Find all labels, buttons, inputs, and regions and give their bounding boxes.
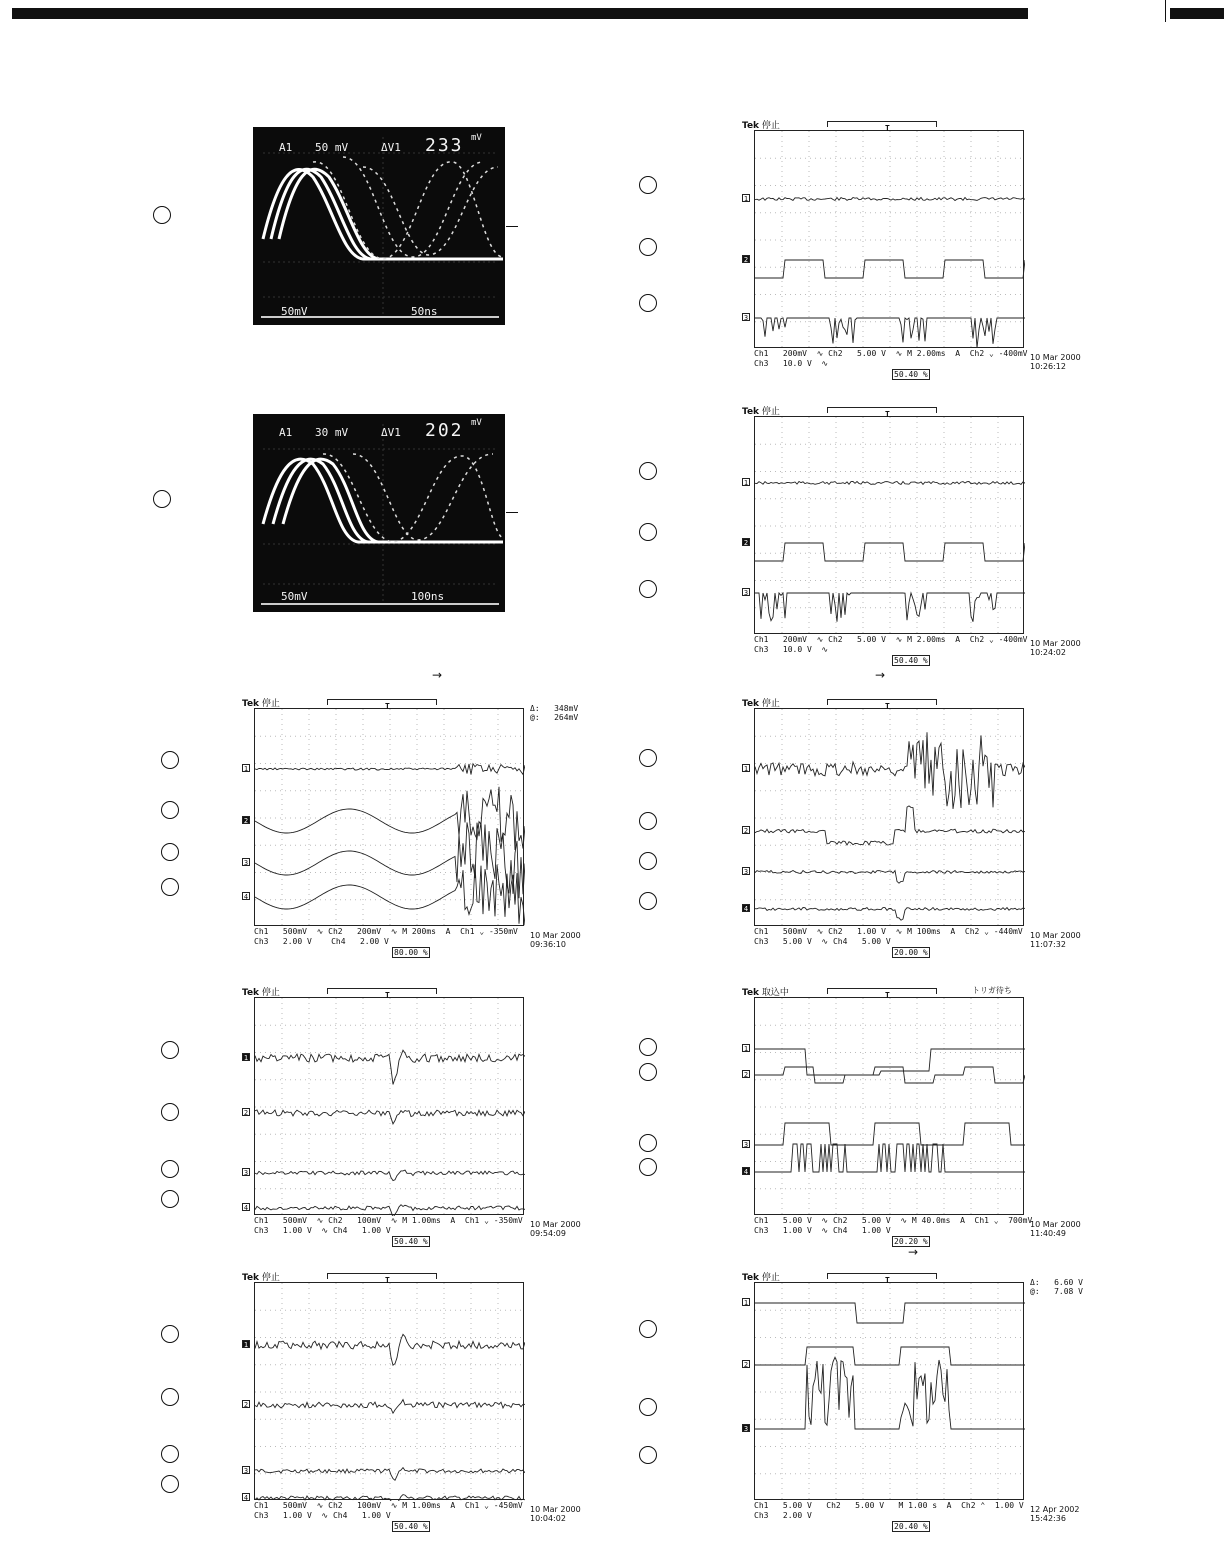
timestamp bbox=[1030, 1220, 1081, 1238]
channel-marker: 3 bbox=[743, 589, 749, 597]
record-bar bbox=[327, 1273, 437, 1279]
graticule bbox=[754, 708, 1024, 926]
channel-marker: 4 bbox=[243, 1494, 249, 1502]
brand-label: Tek bbox=[742, 699, 760, 709]
oscilloscope-screenshot bbox=[742, 404, 1081, 688]
trigger-position: 50.40 % bbox=[894, 656, 928, 665]
date-text: 10 Mar 2000 bbox=[530, 1505, 581, 1514]
channel-marker: 3 bbox=[743, 314, 749, 322]
timestamp bbox=[1030, 639, 1081, 657]
status-label: 停止 bbox=[259, 988, 280, 998]
settings-readout: Ch1 500mV ∿ Ch2 100mV ∿ M 1.00ms A Ch1 ⌄ -450mV bbox=[254, 1501, 523, 1510]
settings-readout: Ch1 200mV ∿ Ch2 5.00 V ∿ M 2.00ms A Ch2 ⌄ -400mV bbox=[754, 349, 1028, 358]
graticule bbox=[754, 997, 1024, 1215]
trigger-position: 80.00 % bbox=[394, 948, 428, 957]
waveform-photo-2 bbox=[253, 414, 505, 612]
callout-circle bbox=[161, 878, 179, 896]
brand-label: Tek bbox=[242, 699, 260, 709]
channel-marker: 4 bbox=[743, 1168, 749, 1176]
channel-trace bbox=[755, 1067, 1025, 1083]
channel-trace bbox=[755, 198, 1025, 201]
channel-marker: 4 bbox=[743, 905, 749, 913]
cursor-readout bbox=[1030, 1278, 1083, 1296]
time-text: 09:54:09 bbox=[530, 1229, 566, 1238]
status-label: 停止 bbox=[759, 1273, 780, 1283]
callout-circle bbox=[153, 206, 171, 224]
callout-circle bbox=[161, 1103, 179, 1121]
status-label: 取込中 bbox=[759, 988, 789, 998]
channel-marker: 2 bbox=[743, 1361, 749, 1369]
eye-pattern bbox=[253, 414, 505, 612]
channel-marker: 1 bbox=[243, 765, 249, 773]
channel-trace bbox=[255, 1170, 525, 1181]
callout-circle bbox=[161, 843, 179, 861]
trigger-position: 20.40 % bbox=[894, 1522, 928, 1531]
delta-unit: mV bbox=[471, 418, 482, 428]
time-scale: 100ns bbox=[411, 590, 445, 603]
channel-marker: 2 bbox=[743, 1071, 749, 1079]
waveform-display bbox=[755, 131, 1025, 349]
callout-circle bbox=[639, 1158, 657, 1176]
timestamp bbox=[530, 1505, 581, 1523]
settings-readout: Ch3 2.00 V bbox=[754, 1511, 812, 1520]
trigger-marker: T bbox=[885, 991, 890, 1000]
waveform-display bbox=[255, 1283, 525, 1501]
callout-circle bbox=[639, 892, 657, 910]
trigger-status: トリガ待ち bbox=[972, 986, 1012, 995]
trigger-position: 50.40 % bbox=[394, 1522, 428, 1531]
callout-circle bbox=[639, 1063, 657, 1081]
record-bar bbox=[827, 988, 937, 994]
callout-circle bbox=[639, 523, 657, 541]
callout-circle bbox=[639, 294, 657, 312]
callout-circle bbox=[161, 1445, 179, 1463]
oscilloscope-screenshot bbox=[242, 1270, 581, 1554]
delta-value: Δ: 348mV bbox=[530, 704, 579, 713]
graticule bbox=[254, 997, 524, 1215]
callout-circle bbox=[161, 1041, 179, 1059]
timestamp bbox=[1030, 353, 1081, 371]
channel-marker: 1 bbox=[743, 479, 749, 487]
channel-marker: 4 bbox=[243, 893, 249, 901]
pointer-line bbox=[506, 226, 518, 227]
settings-readout: Ch3 10.0 V ∿ bbox=[754, 359, 829, 368]
status-label: 停止 bbox=[259, 1273, 280, 1283]
timestamp bbox=[1030, 931, 1081, 949]
callout-circle bbox=[639, 176, 657, 194]
channel-scale: 50 mV bbox=[315, 141, 349, 154]
callout-circle bbox=[639, 1038, 657, 1056]
trigger-marker: T bbox=[385, 702, 390, 711]
settings-readout: Ch1 500mV ∿ Ch2 200mV ∿ M 200ms A Ch1 ⌄ -350mV bbox=[254, 927, 518, 936]
settings-readout: Ch3 10.0 V ∿ bbox=[754, 645, 829, 654]
time-text: 10:26:12 bbox=[1030, 362, 1066, 371]
trigger-marker: T bbox=[885, 124, 890, 133]
header-rule bbox=[12, 8, 1028, 19]
channel-marker: 2 bbox=[243, 817, 249, 825]
graticule bbox=[754, 1282, 1024, 1500]
settings-readout: Ch3 1.00 V ∿ Ch4 1.00 V bbox=[254, 1511, 391, 1520]
trigger-marker: T bbox=[885, 702, 890, 711]
callout-circle bbox=[639, 1446, 657, 1464]
brand-label: Tek bbox=[742, 407, 760, 417]
callout-circle bbox=[153, 490, 171, 508]
brand-label: Tek bbox=[242, 1273, 260, 1283]
callout-circle bbox=[639, 1320, 657, 1338]
record-bar bbox=[827, 1273, 937, 1279]
waveform-display bbox=[755, 417, 1025, 635]
settings-readout: Ch1 500mV ∿ Ch2 100mV ∿ M 1.00ms A Ch1 ⌄ -350mV bbox=[254, 1216, 523, 1225]
vertical-scale: 50mV bbox=[281, 305, 308, 318]
channel-trace bbox=[255, 764, 525, 775]
channel-marker: 1 bbox=[743, 765, 749, 773]
channel-marker: 1 bbox=[243, 1054, 249, 1062]
channel-marker: 2 bbox=[743, 539, 749, 547]
delta-label: ΔV1 bbox=[381, 426, 401, 439]
delta-unit: mV bbox=[471, 133, 482, 143]
graticule bbox=[254, 708, 524, 926]
at-value: @: 7.08 V bbox=[1030, 1287, 1083, 1296]
channel-marker: 3 bbox=[243, 859, 249, 867]
trigger-marker: T bbox=[385, 1276, 390, 1285]
settings-readout: Ch1 5.00 V ∿ Ch2 5.00 V ∿ M 40.0ms A Ch1 ⌄ 700mV bbox=[754, 1216, 1033, 1225]
callout-circle bbox=[639, 749, 657, 767]
graticule bbox=[754, 130, 1024, 348]
date-text: 10 Mar 2000 bbox=[1030, 353, 1081, 362]
callout-circle bbox=[161, 1475, 179, 1493]
oscilloscope-screenshot bbox=[742, 118, 1081, 402]
vertical-scale: 50mV bbox=[281, 590, 308, 603]
brand-label: Tek bbox=[742, 988, 760, 998]
oscilloscope-screenshot bbox=[242, 985, 581, 1269]
time-text: 15:42:36 bbox=[1030, 1514, 1066, 1523]
channel-marker: 1 bbox=[243, 1341, 249, 1349]
channel-trace bbox=[255, 1205, 525, 1216]
record-bar bbox=[827, 121, 937, 127]
date-text: 10 Mar 2000 bbox=[530, 931, 581, 940]
channel-marker: 3 bbox=[743, 868, 749, 876]
channel-trace bbox=[255, 1110, 525, 1124]
trigger-position: 20.20 % bbox=[894, 1237, 928, 1246]
trigger-marker: T bbox=[385, 991, 390, 1000]
record-bar bbox=[327, 988, 437, 994]
trigger-position: 50.40 % bbox=[394, 1237, 428, 1246]
status-label: 停止 bbox=[759, 699, 780, 709]
graticule bbox=[254, 1282, 524, 1500]
oscilloscope-screenshot bbox=[742, 696, 1081, 980]
channel-trace bbox=[755, 482, 1025, 485]
channel-marker: 3 bbox=[743, 1425, 749, 1433]
channel-marker: 2 bbox=[243, 1401, 249, 1409]
waveform-display bbox=[755, 1283, 1025, 1501]
trigger-marker: T bbox=[885, 410, 890, 419]
channel-scale: 30 mV bbox=[315, 426, 349, 439]
callout-circle bbox=[639, 1398, 657, 1416]
channel-marker: 1 bbox=[743, 195, 749, 203]
channel-marker: 2 bbox=[243, 1109, 249, 1117]
arrow: → bbox=[908, 1245, 919, 1259]
delta-value: Δ: 6.60 V bbox=[1030, 1278, 1083, 1287]
status-label: 停止 bbox=[259, 699, 280, 709]
header-tick bbox=[1165, 0, 1166, 22]
oscilloscope-screenshot bbox=[742, 985, 1081, 1269]
brand-label: Tek bbox=[242, 988, 260, 998]
arrow: → bbox=[875, 668, 886, 682]
graticule bbox=[754, 416, 1024, 634]
time-text: 11:07:32 bbox=[1030, 940, 1066, 949]
channel-trace bbox=[755, 318, 1025, 348]
eye-pattern bbox=[253, 127, 505, 325]
status-label: 停止 bbox=[759, 407, 780, 417]
settings-readout: Ch3 1.00 V ∿ Ch4 1.00 V bbox=[754, 1226, 891, 1235]
channel-marker: 1 bbox=[743, 1299, 749, 1307]
channel-label: A1 bbox=[279, 141, 293, 154]
channel-marker: 3 bbox=[243, 1467, 249, 1475]
callout-circle bbox=[161, 801, 179, 819]
time-text: 10:04:02 bbox=[530, 1514, 566, 1523]
trigger-position: 20.00 % bbox=[894, 948, 928, 957]
settings-readout: Ch1 5.00 V Ch2 5.00 V M 1.00 s A Ch2 ⌃ 1.00 V bbox=[754, 1501, 1024, 1510]
time-scale: 50ns bbox=[411, 305, 438, 318]
channel-marker: 2 bbox=[743, 256, 749, 264]
callout-circle bbox=[161, 1388, 179, 1406]
channel-trace bbox=[755, 260, 1025, 278]
brand-label: Tek bbox=[742, 1273, 760, 1283]
brand-label: Tek bbox=[742, 121, 760, 131]
status-label: 停止 bbox=[759, 121, 780, 131]
oscilloscope-screenshot bbox=[242, 696, 581, 980]
pointer-line bbox=[506, 512, 518, 513]
waveform-display bbox=[255, 998, 525, 1216]
callout-circle bbox=[161, 751, 179, 769]
channel-marker: 3 bbox=[243, 1169, 249, 1177]
date-text: 10 Mar 2000 bbox=[530, 1220, 581, 1229]
delta-value: 202 bbox=[425, 420, 464, 441]
delta-label: ΔV1 bbox=[381, 141, 401, 154]
callout-circle bbox=[161, 1190, 179, 1208]
record-bar bbox=[827, 699, 937, 705]
callout-circle bbox=[639, 238, 657, 256]
callout-circle bbox=[639, 580, 657, 598]
callout-circle bbox=[639, 1134, 657, 1152]
waveform-display bbox=[755, 998, 1025, 1216]
time-text: 09:36:10 bbox=[530, 940, 566, 949]
channel-marker: 4 bbox=[243, 1204, 249, 1212]
callout-circle bbox=[639, 812, 657, 830]
date-text: 12 Apr 2002 bbox=[1030, 1505, 1080, 1514]
waveform-display bbox=[255, 709, 525, 927]
timestamp bbox=[1030, 1505, 1079, 1523]
at-value: @: 264mV bbox=[530, 713, 579, 722]
waveform-display bbox=[755, 709, 1025, 927]
callout-circle bbox=[639, 852, 657, 870]
channel-trace bbox=[755, 1347, 1025, 1365]
settings-readout: Ch1 500mV ∿ Ch2 1.00 V ∿ M 100ms A Ch2 ⌄ -440mV bbox=[754, 927, 1023, 936]
timestamp bbox=[530, 1220, 581, 1238]
channel-marker: 3 bbox=[743, 1141, 749, 1149]
date-text: 10 Mar 2000 bbox=[1030, 1220, 1081, 1229]
oscilloscope-screenshot bbox=[742, 1270, 1083, 1554]
settings-readout: Ch3 5.00 V ∿ Ch4 5.00 V bbox=[754, 937, 891, 946]
header-rule-right bbox=[1170, 8, 1224, 19]
settings-readout: Ch1 200mV ∿ Ch2 5.00 V ∿ M 2.00ms A Ch2 ⌄ -400mV bbox=[754, 635, 1028, 644]
trigger-marker: T bbox=[885, 1276, 890, 1285]
channel-marker: 1 bbox=[743, 1045, 749, 1053]
channel-marker: 2 bbox=[743, 827, 749, 835]
callout-circle bbox=[639, 462, 657, 480]
arrow: → bbox=[432, 668, 443, 682]
callout-circle bbox=[161, 1325, 179, 1343]
waveform-photo-1 bbox=[253, 127, 505, 325]
channel-trace bbox=[755, 732, 1025, 809]
timestamp bbox=[530, 931, 581, 949]
channel-trace bbox=[255, 1400, 525, 1414]
record-bar bbox=[327, 699, 437, 705]
record-bar bbox=[827, 407, 937, 413]
channel-label: A1 bbox=[279, 426, 293, 439]
callout-circle bbox=[161, 1160, 179, 1178]
date-text: 10 Mar 2000 bbox=[1030, 931, 1081, 940]
settings-readout: Ch3 1.00 V ∿ Ch4 1.00 V bbox=[254, 1226, 391, 1235]
trigger-position: 50.40 % bbox=[894, 370, 928, 379]
delta-value: 233 bbox=[425, 135, 464, 156]
time-text: 11:40:49 bbox=[1030, 1229, 1066, 1238]
settings-readout: Ch3 2.00 V Ch4 2.00 V bbox=[254, 937, 389, 946]
time-text: 10:24:02 bbox=[1030, 648, 1066, 657]
date-text: 10 Mar 2000 bbox=[1030, 639, 1081, 648]
cursor-readout bbox=[530, 704, 578, 722]
